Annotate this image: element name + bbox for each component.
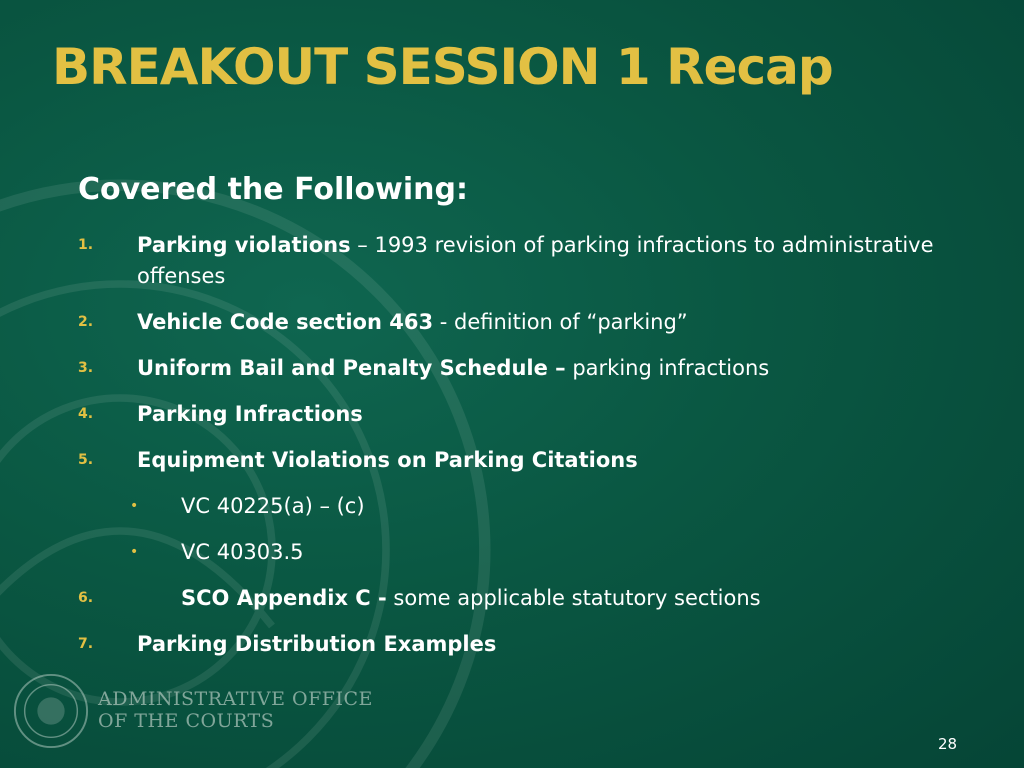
footer-organization <box>98 688 373 732</box>
item-bold-text: Equipment Violations on Parking Citations <box>137 448 638 472</box>
item-bold-text: Parking Distribution Examples <box>137 632 497 656</box>
item-bold-text: Parking violations <box>137 233 351 257</box>
list-item <box>78 353 958 384</box>
list-number: 3. <box>78 360 94 376</box>
list-number: 6. <box>78 590 94 606</box>
slide-subtitle: Covered the Following: <box>78 172 468 207</box>
recap-list <box>78 230 958 675</box>
list-number: 1. <box>78 237 94 253</box>
item-bold-text: Parking Infractions <box>137 402 363 426</box>
list-item <box>78 307 958 338</box>
footer-line-2: OF THE COURTS <box>98 710 275 732</box>
item-bold-text: SCO Appendix C - <box>181 586 387 610</box>
bullet-icon: • <box>130 544 139 560</box>
item-text: parking infractions <box>565 356 770 380</box>
item-text: some applicable statutory sections <box>386 586 761 610</box>
list-item <box>78 230 958 292</box>
sub-list-item <box>78 491 958 522</box>
sub-list-item <box>78 537 958 568</box>
list-item <box>78 629 958 660</box>
item-text: – 1993 revision of parking infractions to administrative offenses <box>137 233 934 288</box>
judicial-council-seal-icon <box>12 672 90 750</box>
list-item <box>78 399 958 430</box>
footer-line-1: ADMINISTRATIVE OFFICE <box>98 688 373 710</box>
slide-title: BREAKOUT SESSION 1 Recap <box>52 38 833 96</box>
item-bold-text: Uniform Bail and Penalty Schedule – <box>137 356 566 380</box>
list-item <box>78 583 958 614</box>
item-text: - definition of “parking” <box>433 310 688 334</box>
list-item <box>78 445 958 476</box>
page-number: 28 <box>938 735 958 753</box>
list-number: 7. <box>78 636 94 652</box>
list-number: 2. <box>78 314 94 330</box>
list-number: 4. <box>78 406 94 422</box>
item-bold-text: Vehicle Code section 463 <box>137 310 434 334</box>
item-text: VC 40303.5 <box>181 540 304 564</box>
bullet-icon: • <box>130 498 139 514</box>
item-text: VC 40225(a) – (c) <box>181 494 365 518</box>
list-number: 5. <box>78 452 94 468</box>
